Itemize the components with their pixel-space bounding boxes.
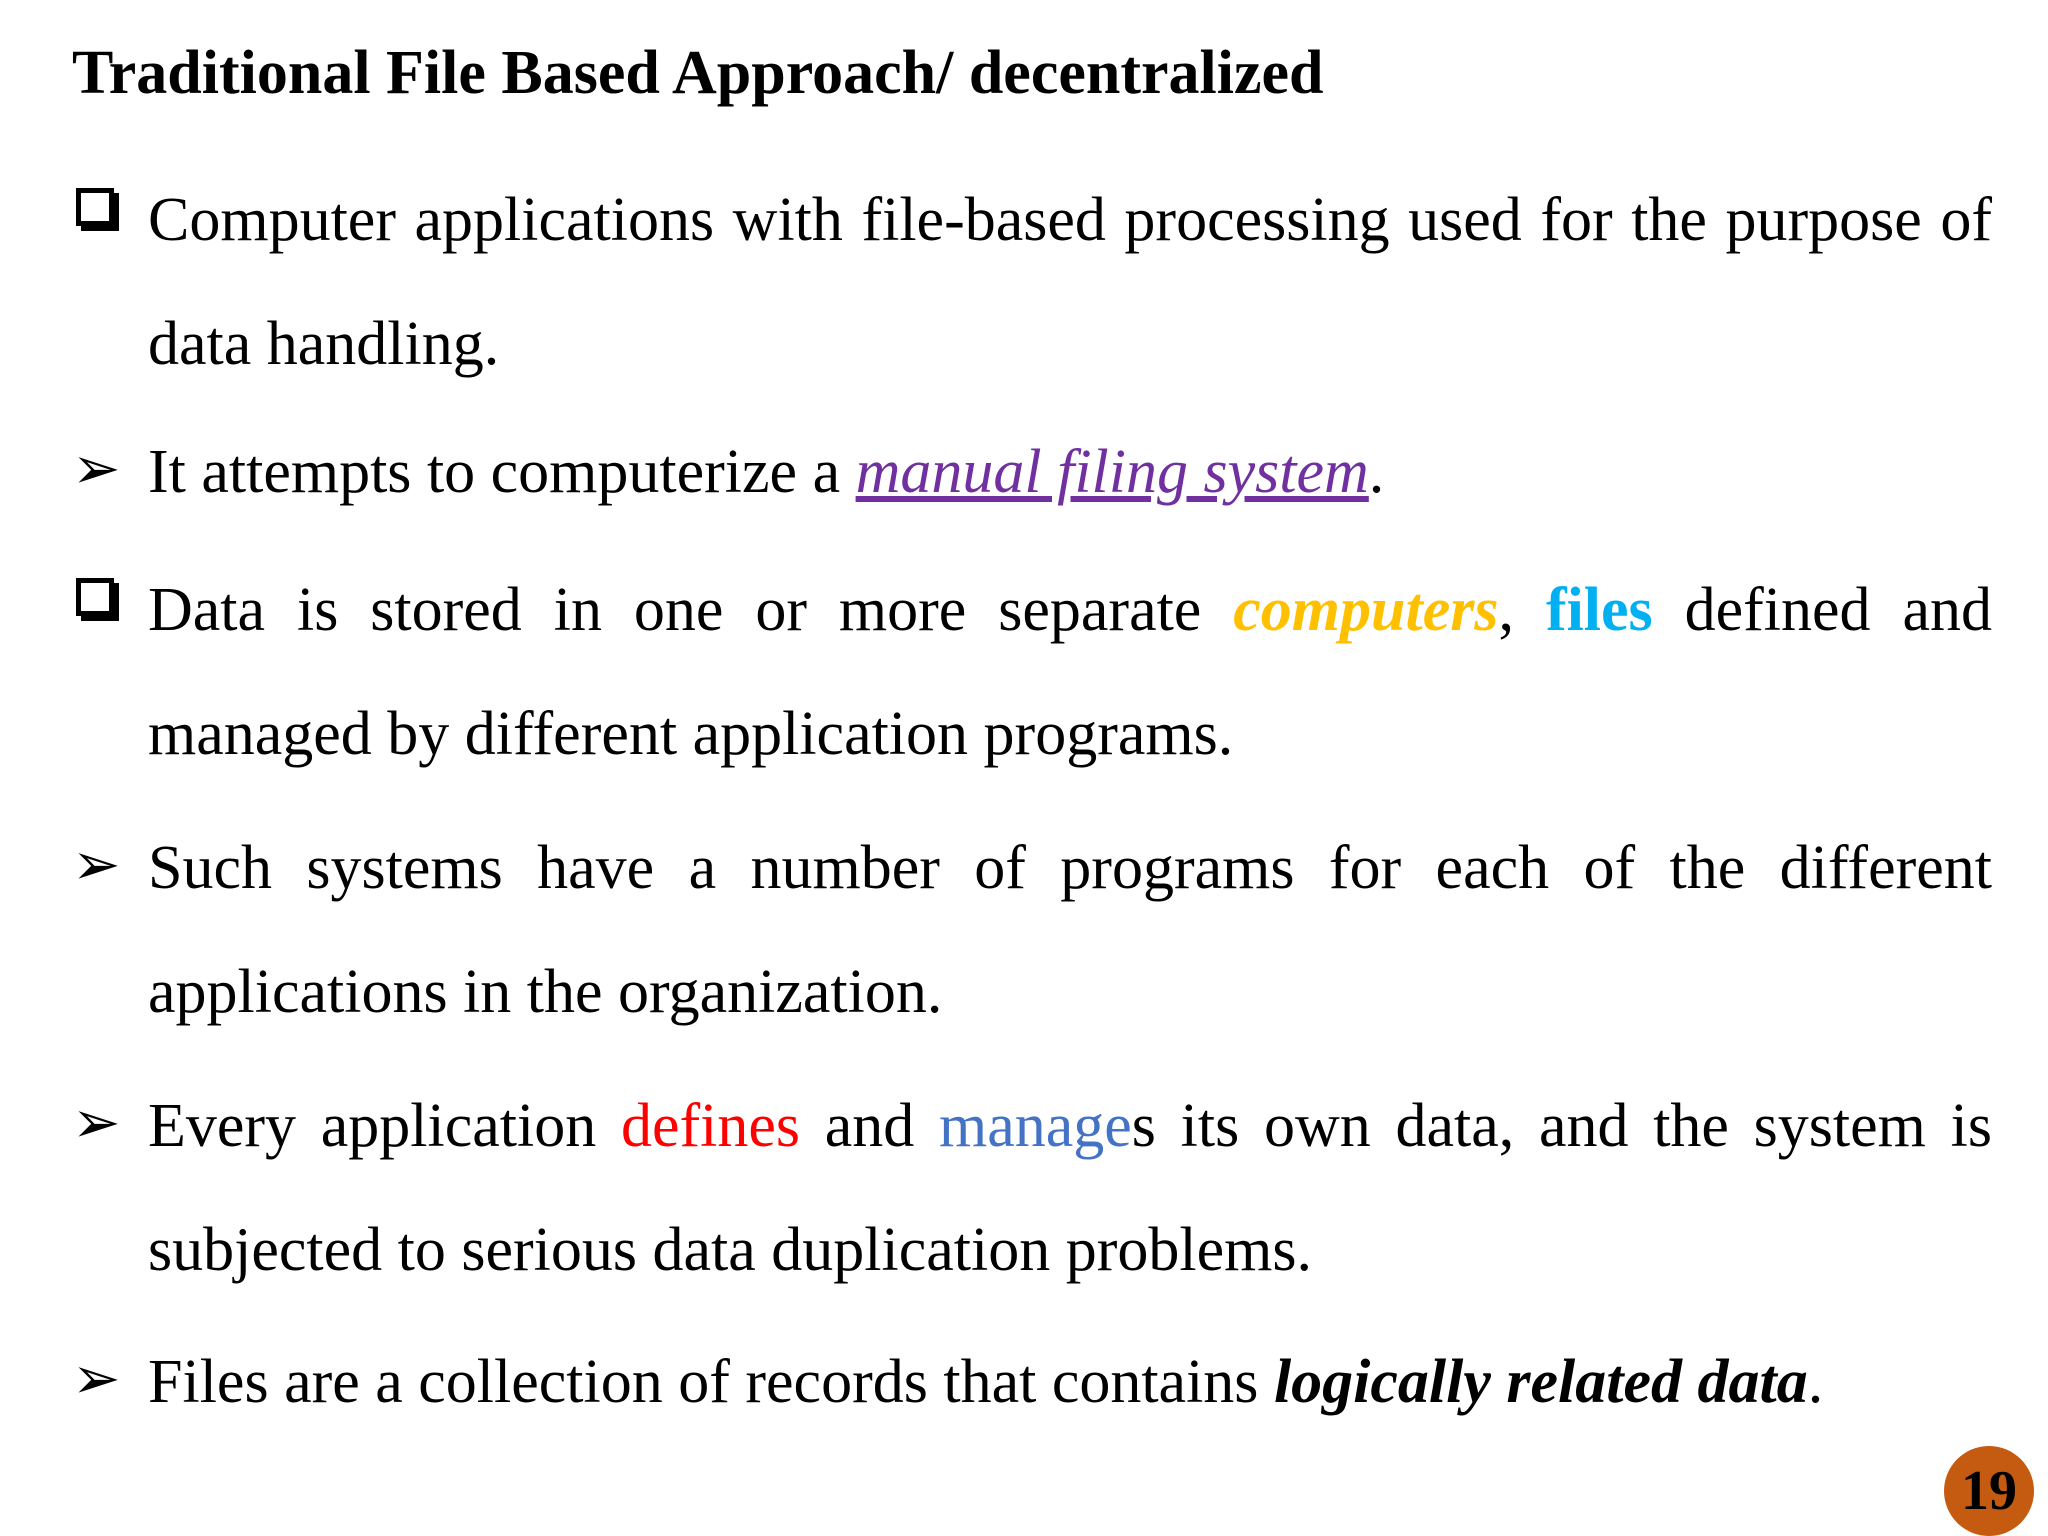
slide-title: Traditional File Based Approach/ decentralized bbox=[72, 39, 1324, 107]
bullet-item bbox=[72, 410, 1992, 534]
bullet-text: Computer applications with file-based processing used for the purpose of data handling. bbox=[148, 186, 1992, 378]
bullet-text: Files are a collection of records that contains logically related data. bbox=[148, 1348, 1824, 1416]
arrow-bullet-icon: ➢ bbox=[72, 1088, 121, 1156]
highlight-computers: computers bbox=[1233, 576, 1499, 644]
emphasis-logically-related-data: logically related data bbox=[1273, 1348, 1808, 1416]
bullet-item bbox=[72, 806, 1992, 1054]
highlight-manage: manage bbox=[939, 1092, 1132, 1160]
bullet-text: Such systems have a number of programs for each of the different applications in the organization. bbox=[148, 834, 1992, 1026]
arrow-bullet-icon: ➢ bbox=[72, 1344, 121, 1412]
page-number-badge: 19 bbox=[1944, 1446, 2034, 1536]
square-bullet-icon bbox=[76, 578, 114, 616]
highlight-defines: defines bbox=[620, 1092, 801, 1160]
bullet-text: Every application defines and manages its own data, and the system is subjected to serious data duplication problems. bbox=[148, 1092, 1992, 1284]
bullet-text: It attempts to computerize a manual filing system. bbox=[148, 438, 1385, 506]
arrow-bullet-icon: ➢ bbox=[72, 830, 121, 898]
square-bullet-icon bbox=[76, 188, 114, 226]
bullet-item bbox=[72, 1064, 1992, 1312]
bullet-item bbox=[72, 1320, 1992, 1444]
arrow-bullet-icon: ➢ bbox=[72, 434, 121, 502]
bullet-text: Data is stored in one or more separate computers, files defined and managed by different application programs. bbox=[148, 576, 1992, 768]
bullet-item bbox=[72, 548, 1992, 796]
bullet-item bbox=[72, 158, 1992, 406]
manual-filing-system-link[interactable]: manual filing system bbox=[855, 438, 1369, 506]
highlight-files: files bbox=[1545, 576, 1653, 644]
